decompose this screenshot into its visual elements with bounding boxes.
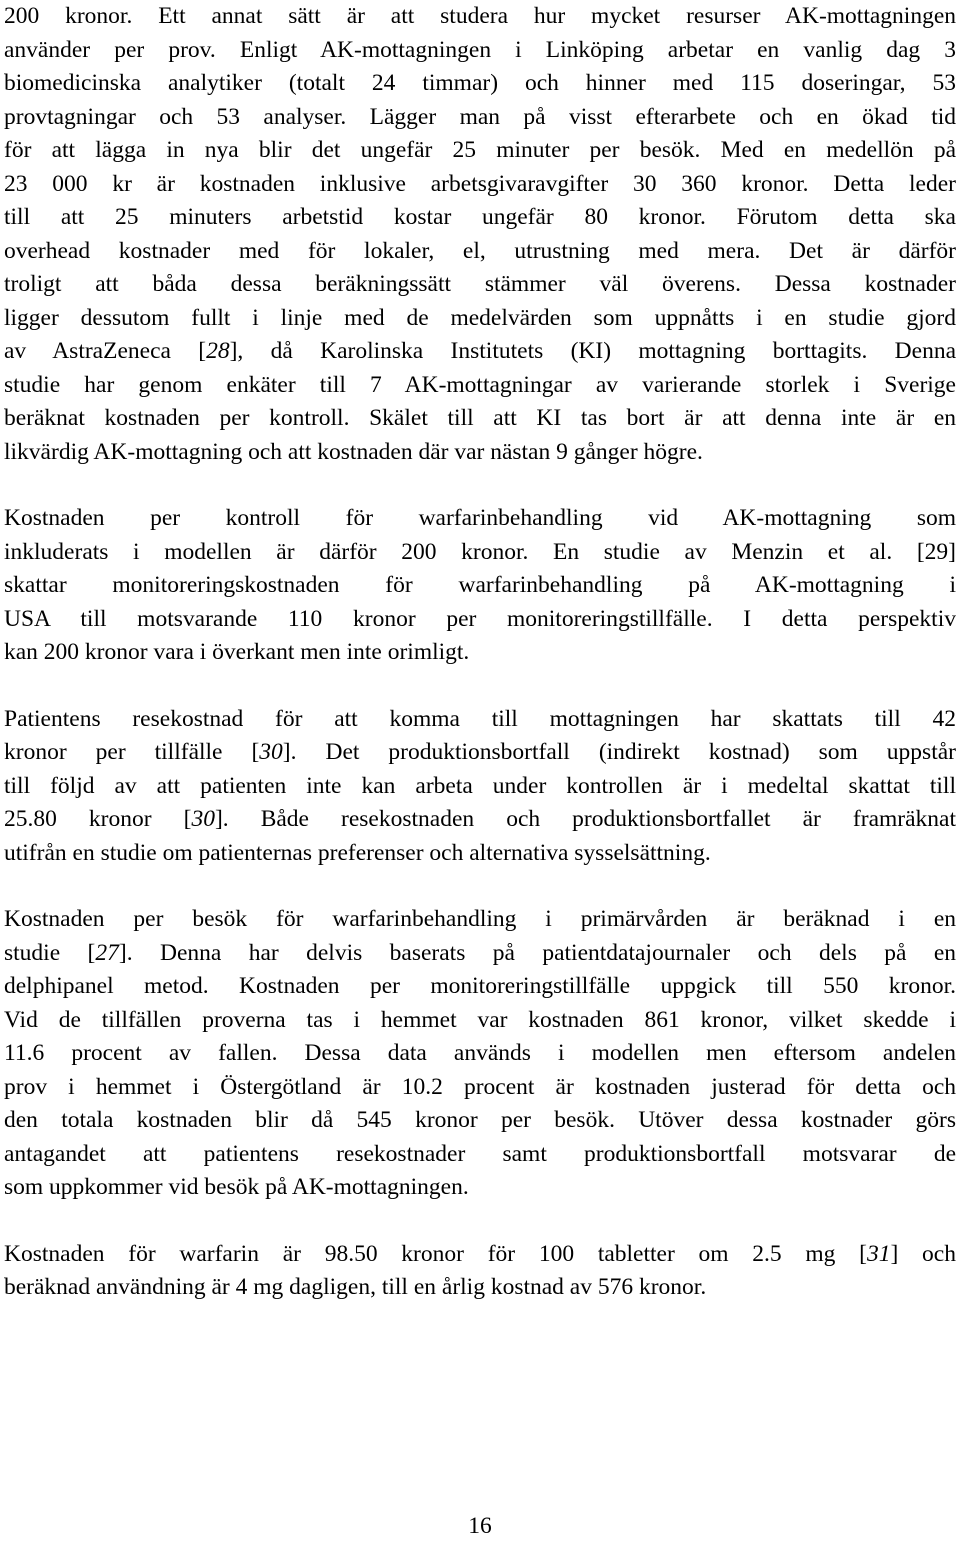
text-line: utifrån en studie om patienternas preferenser och alternativa sysselsättning. <box>4 839 711 866</box>
text-line: 23 000 kr är kostnaden inklusive arbetsgivaravgifter 30 360 kronor. Detta leder <box>4 170 956 197</box>
text-line <box>4 1238 956 1272</box>
paragraph <box>4 903 956 1205</box>
text-line: ligger dessutom fullt i linje med de medelvärden som uppnåtts i en studie gjord <box>4 304 956 331</box>
text-line: antagandet att patientens resekostnader samt produktionsbortfall motsvarar de <box>4 1140 956 1167</box>
text-segment: studie [ <box>4 939 96 966</box>
body-text <box>4 0 956 1305</box>
text-line: Patientens resekostnad för att komma till mottagningen har skattats till 42 <box>4 705 956 732</box>
paragraph <box>4 1238 956 1305</box>
text-line: likvärdig AK-mottagning och att kostnaden där var nästan 9 gånger högre. <box>4 438 703 465</box>
text-line <box>4 736 956 770</box>
text-line: Kostnaden per besök för warfarinbehandling i primärvården är beräknad i en <box>4 906 956 932</box>
text-segment: kronor per tillfälle [ <box>4 739 260 765</box>
text-line: troligt att båda dessa beräkningssätt stämmer väl överens. Dessa kostnader <box>4 271 956 297</box>
text-line: beräknad användning är 4 mg dagligen, till en årlig kostnad av 576 kronor. <box>4 1274 707 1300</box>
text-line: till följd av att patienten inte kan arbeta under kontrollen är i medeltal skattat till <box>4 772 956 799</box>
text-line: USA till motsvarande 110 kronor per monitoreringstillfälle. I detta perspektiv <box>4 605 956 632</box>
document-page <box>4 0 956 1305</box>
text-segment: Kostnaden för warfarin är 98.50 kronor för 100 tabletter om 2.5 mg [ <box>4 1240 867 1267</box>
citation-ref: 28 <box>206 338 230 364</box>
text-line: 11.6 procent av fallen. Dessa data används i modellen men eftersom andelen <box>4 1040 956 1066</box>
text-line: använder per prov. Enligt AK-mottagningen i Linköping arbetar en vanlig dag 3 <box>4 36 956 63</box>
citation-ref: 30 <box>191 806 215 832</box>
text-segment: ] och <box>890 1240 956 1267</box>
text-line: overhead kostnader med för lokaler, el, utrustning med mera. Det är därför <box>4 237 956 264</box>
text-line: beräknat kostnaden per kontroll. Skälet till att KI tas bort är att denna inte är en <box>4 405 956 431</box>
text-segment: ]. Denna har delvis baserats på patientdatajournaler och dels på en <box>118 939 957 966</box>
text-line: den totala kostnaden blir då 545 kronor per besök. Utöver dessa kostnader görs <box>4 1107 956 1133</box>
text-line: prov i hemmet i Östergötland är 10.2 procent är kostnaden justerad för detta och <box>4 1073 956 1100</box>
text-segment: 25.80 kronor [ <box>4 806 192 832</box>
text-line: kan 200 kronor vara i överkant men inte orimligt. <box>4 639 470 665</box>
paragraph <box>4 0 956 469</box>
citation-ref: 27 <box>95 939 119 966</box>
text-line: studie har genom enkäter till 7 AK-mottagningar av varierande storlek i Sverige <box>4 371 956 398</box>
text-line: som uppkommer vid besök på AK-mottagningen. <box>4 1174 469 1200</box>
text-line: provtagningar och 53 analyser. Lägger man på visst efterarbete och en ökad tid <box>4 103 956 130</box>
text-line <box>4 803 956 837</box>
paragraph <box>4 703 956 871</box>
text-segment: ]. Det produktionsbortfall (indirekt kostnad) som uppstår <box>282 739 956 765</box>
text-segment: ]. Både resekostnaden och produktionsbortfallet är framräknat <box>214 806 956 832</box>
page-number: 16 <box>468 1513 492 1539</box>
text-line: skattar monitoreringskostnaden för warfarinbehandling på AK-mottagning i <box>4 572 956 598</box>
text-segment: av AstraZeneca [ <box>4 338 207 364</box>
text-line <box>4 335 956 369</box>
text-line: delphipanel metod. Kostnaden per monitoreringstillfälle uppgick till 550 kronor. <box>4 973 956 999</box>
text-line: 200 kronor. Ett annat sätt är att studera hur mycket resurser AK-mottagningen <box>4 3 956 29</box>
text-line: för att lägga in nya blir det ungefär 25 minuter per besök. Med en medellön på <box>4 137 956 163</box>
text-line: inkluderats i modellen är därför 200 kronor. En studie av Menzin et al. [29] <box>4 538 956 565</box>
text-line: Vid de tillfällen proverna tas i hemmet var kostnaden 861 kronor, vilket skedde i <box>4 1006 956 1033</box>
citation-ref: 31 <box>867 1240 891 1267</box>
text-line <box>4 937 956 971</box>
paragraph <box>4 502 956 670</box>
text-line: till att 25 minuters arbetstid kostar ungefär 80 kronor. Förutom detta ska <box>4 204 956 230</box>
citation-ref: 30 <box>259 739 283 765</box>
text-line: Kostnaden per kontroll för warfarinbehandling vid AK-mottagning som <box>4 505 956 531</box>
text-line: biomedicinska analytiker (totalt 24 timmar) och hinner med 115 doseringar, 53 <box>4 70 956 96</box>
text-segment: ], då Karolinska Institutets (KI) mottagning borttagits. Denna <box>229 338 957 364</box>
